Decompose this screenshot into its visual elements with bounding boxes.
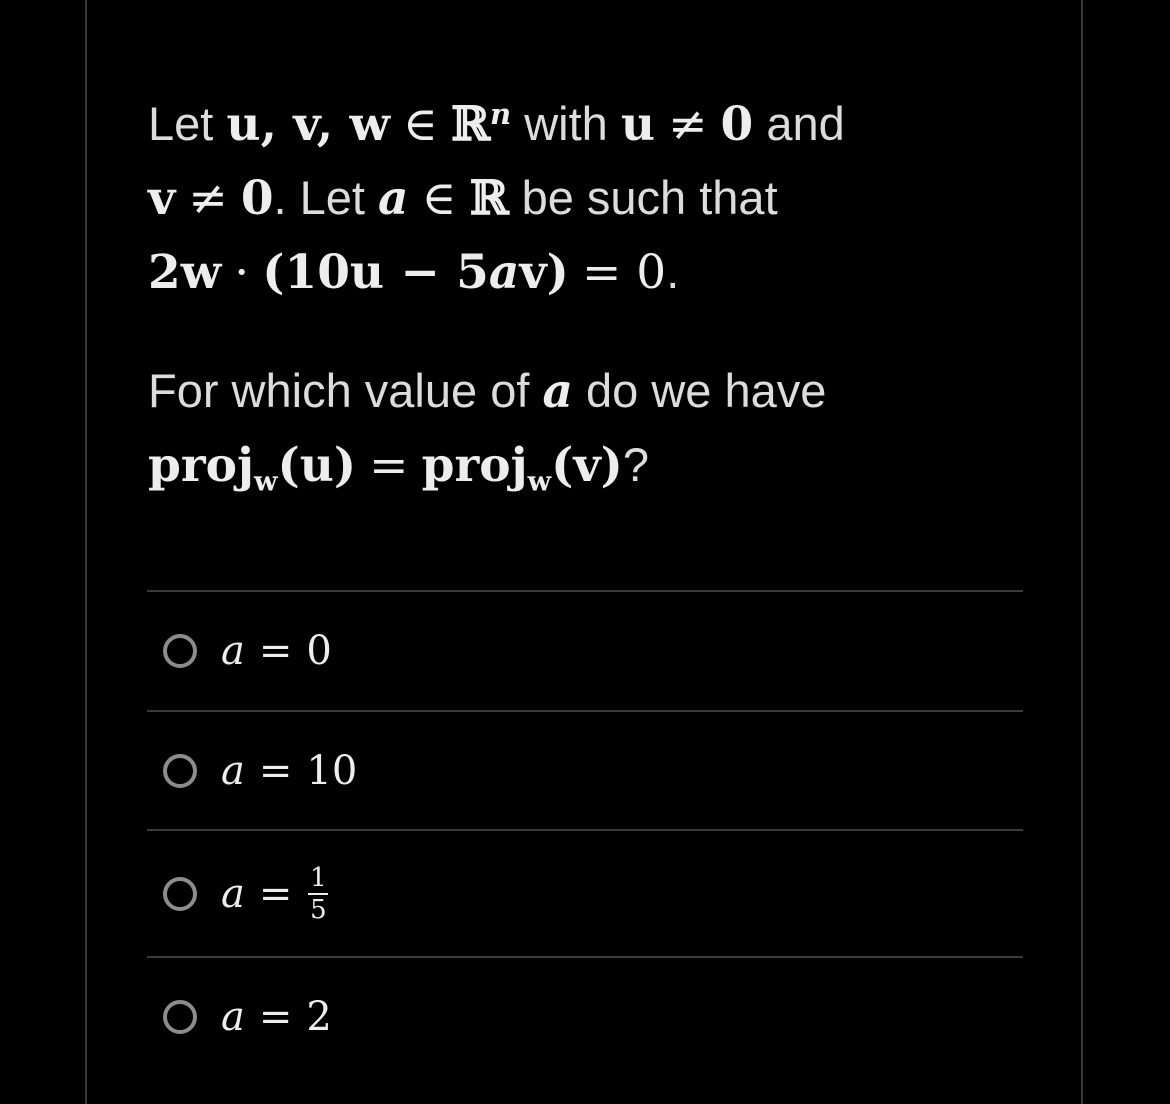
math-exponent-n: n xyxy=(489,97,512,131)
math-sub-w-2: w xyxy=(527,465,552,498)
option-fraction xyxy=(308,864,328,924)
option-variable: a xyxy=(221,871,245,917)
option-expression xyxy=(221,864,328,924)
option-value: 10 xyxy=(306,748,358,794)
math-zero-vector-2: 0 xyxy=(240,171,274,227)
question-text xyxy=(148,78,1028,519)
option-equals: = xyxy=(258,871,293,917)
math-arg-u: (u) xyxy=(277,438,357,494)
math-arg-v: (v) xyxy=(551,438,623,494)
answer-option-a-equals-0[interactable] xyxy=(147,592,1023,710)
equation-constraint xyxy=(148,245,667,301)
math-sub-w: w xyxy=(253,465,278,498)
math-reals: ℝ xyxy=(450,97,490,153)
math-vectors-uvw: u, v, w xyxy=(226,97,390,153)
math-v: v xyxy=(148,171,176,227)
equation-projection xyxy=(148,438,623,498)
math-dot: · xyxy=(234,245,250,301)
math-close-paren: ) xyxy=(546,245,569,301)
option-expression xyxy=(221,994,332,1040)
math-equals-zero: = 0 xyxy=(581,245,667,301)
text-and: and xyxy=(766,97,845,151)
math-real-space xyxy=(451,97,511,152)
text-do-we-have: do we have xyxy=(586,364,827,418)
option-variable: a xyxy=(221,628,245,674)
option-value: 2 xyxy=(306,994,332,1040)
text-with: with xyxy=(524,97,608,151)
answer-option-a-equals-10[interactable] xyxy=(147,712,1023,830)
text-for-which-value: For which value of xyxy=(148,364,530,418)
option-value: 0 xyxy=(306,628,332,674)
radio-button[interactable] xyxy=(163,634,197,668)
math-a-2: a xyxy=(488,245,520,301)
math-v-2: v xyxy=(519,245,547,301)
text-let: Let xyxy=(148,97,214,151)
math-reals-2: ℝ xyxy=(469,171,509,227)
option-variable: a xyxy=(221,748,245,794)
text-period: . xyxy=(666,245,680,299)
text-question-mark: ? xyxy=(622,438,650,492)
text-let-2: . Let xyxy=(273,171,365,225)
fraction-numerator: 1 xyxy=(310,863,327,893)
option-expression xyxy=(221,628,332,674)
math-2w: 2w xyxy=(148,245,222,301)
radio-button[interactable] xyxy=(163,877,197,911)
math-a: a xyxy=(378,171,409,227)
math-open-10: (10 xyxy=(262,245,350,301)
answer-option-a-equals-one-fifth[interactable] xyxy=(147,834,1023,954)
math-u-minus-5: u − 5 xyxy=(349,245,489,301)
option-variable: a xyxy=(221,994,245,1040)
math-equals: = xyxy=(369,438,409,494)
math-u: u xyxy=(620,97,656,153)
radio-button[interactable] xyxy=(163,754,197,788)
fraction-denominator: 5 xyxy=(310,895,327,925)
math-proj-2: proj xyxy=(421,438,528,494)
math-neq: ≠ xyxy=(668,97,708,153)
math-zero-vector: 0 xyxy=(720,97,754,153)
option-equals: = xyxy=(258,748,293,794)
option-expression xyxy=(221,748,357,794)
divider xyxy=(147,829,1023,831)
math-element-of-2: ∈ xyxy=(421,171,457,227)
radio-button[interactable] xyxy=(163,1000,197,1034)
math-neq-2: ≠ xyxy=(188,171,228,227)
math-element-of: ∈ xyxy=(403,97,438,153)
option-equals: = xyxy=(258,994,293,1040)
answer-option-a-equals-2[interactable] xyxy=(147,958,1023,1076)
option-equals: = xyxy=(258,628,293,674)
math-a-3: a xyxy=(542,364,573,420)
question-paragraph-1 xyxy=(148,78,1028,309)
text-be-such-that: be such that xyxy=(521,171,778,225)
math-proj: proj xyxy=(148,438,254,494)
question-paragraph-2 xyxy=(148,354,1028,519)
